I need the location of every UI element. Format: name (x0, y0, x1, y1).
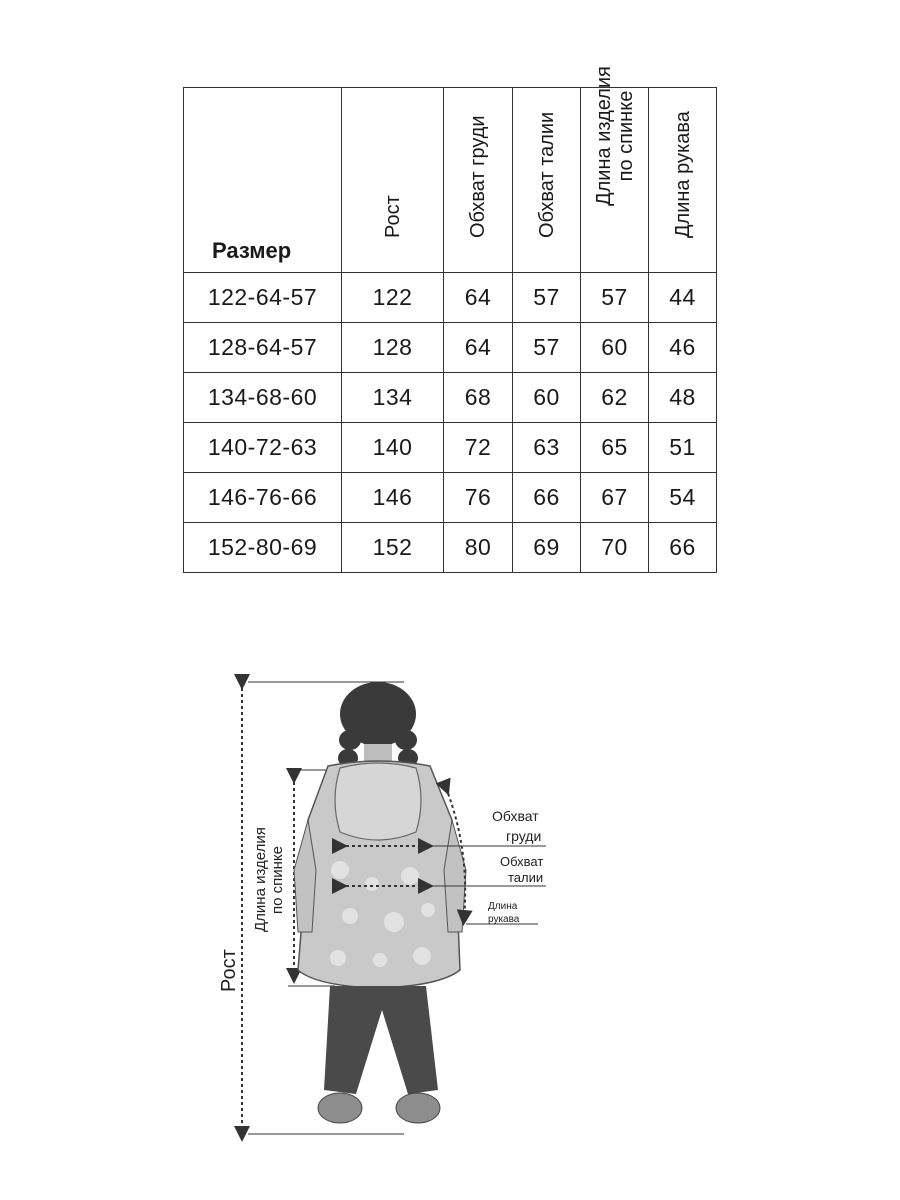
header-sleeve-length: Длина рукава (649, 88, 717, 273)
cell-chest: 76 (444, 473, 513, 523)
table-row (184, 423, 717, 473)
label-sleeve: Длина рукава (488, 901, 520, 925)
measurement-figure (190, 670, 610, 1150)
cell-sleeve-length: 46 (649, 323, 717, 373)
label-chest: Обхват груди (492, 808, 542, 844)
label-waist: Обхват талии (500, 854, 544, 885)
table-row (184, 523, 717, 573)
pants (324, 986, 438, 1094)
cell-size: 140-72-63 (184, 423, 342, 473)
cell-back-length: 67 (581, 473, 649, 523)
cell-height: 134 (342, 373, 444, 423)
table-row (184, 273, 717, 323)
cell-size: 128-64-57 (184, 323, 342, 373)
header-back-length: Длина изделия по спинке (581, 88, 649, 273)
cell-back-length: 62 (581, 373, 649, 423)
cell-back-length: 70 (581, 523, 649, 573)
cell-sleeve-length: 54 (649, 473, 717, 523)
cell-chest: 64 (444, 323, 513, 373)
cell-back-length: 65 (581, 423, 649, 473)
cell-waist: 57 (513, 273, 581, 323)
cell-sleeve-length: 44 (649, 273, 717, 323)
header-waist: Обхват талии (513, 88, 581, 273)
cell-waist: 66 (513, 473, 581, 523)
header-size: Размер (184, 88, 342, 273)
cell-height: 140 (342, 423, 444, 473)
header-height: Рост (342, 88, 444, 273)
table-header-row (184, 88, 717, 273)
cell-chest: 72 (444, 423, 513, 473)
cell-waist: 69 (513, 523, 581, 573)
label-height: Рост (218, 949, 240, 992)
cell-height: 122 (342, 273, 444, 323)
cell-chest: 80 (444, 523, 513, 573)
size-table (183, 66, 717, 573)
right-shoe (396, 1093, 440, 1123)
cell-height: 152 (342, 523, 444, 573)
header-chest: Обхват груди (444, 88, 513, 273)
cell-height: 128 (342, 323, 444, 373)
cell-size: 146-76-66 (184, 473, 342, 523)
cell-height: 146 (342, 473, 444, 523)
cell-back-length: 57 (581, 273, 649, 323)
left-shoe (318, 1093, 362, 1123)
cell-sleeve-length: 48 (649, 373, 717, 423)
cell-chest: 64 (444, 273, 513, 323)
cell-waist: 63 (513, 423, 581, 473)
cell-back-length: 60 (581, 323, 649, 373)
cell-size: 122-64-57 (184, 273, 342, 323)
table-row (184, 323, 717, 373)
table-row (184, 373, 717, 423)
table-row (184, 473, 717, 523)
hood (335, 763, 421, 840)
cell-waist: 60 (513, 373, 581, 423)
cell-size: 134-68-60 (184, 373, 342, 423)
cell-chest: 68 (444, 373, 513, 423)
cell-size: 152-80-69 (184, 523, 342, 573)
cell-sleeve-length: 51 (649, 423, 717, 473)
cell-sleeve-length: 66 (649, 523, 717, 573)
label-back-length: Длина изделия по спинке (252, 827, 286, 932)
cell-waist: 57 (513, 323, 581, 373)
